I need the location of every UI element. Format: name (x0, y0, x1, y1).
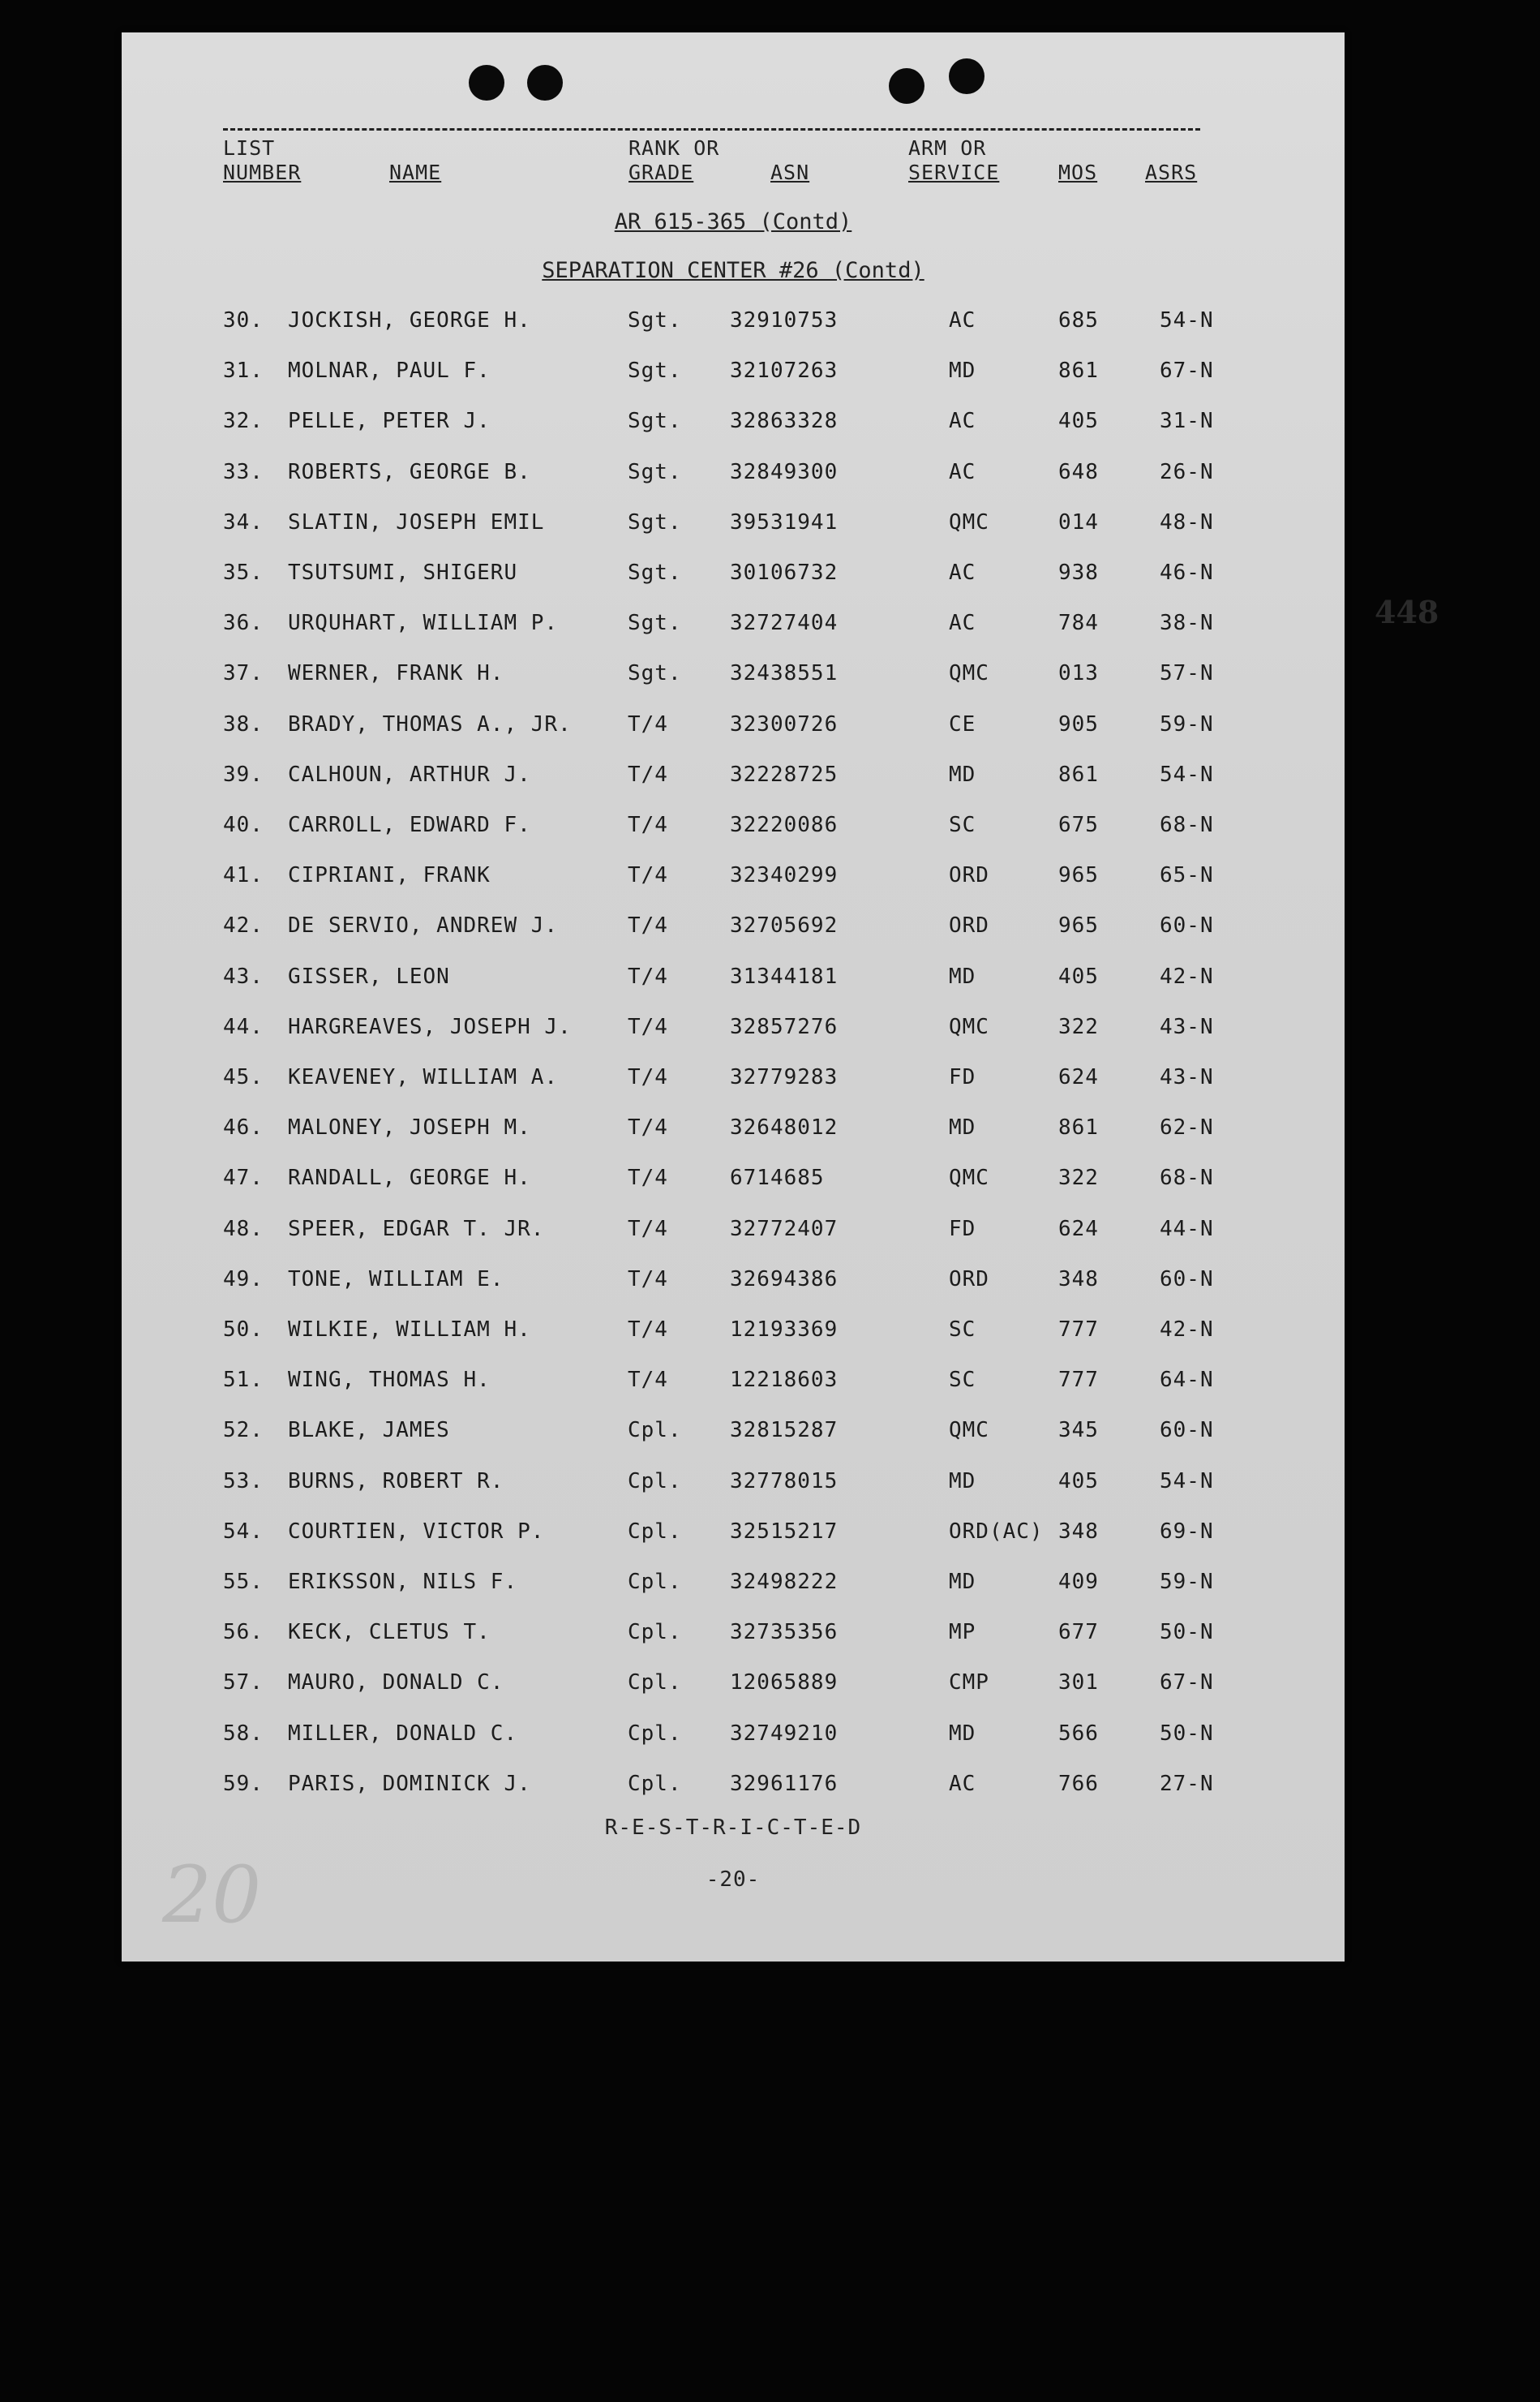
roster-asn-cell: 32300726 (730, 711, 839, 737)
roster-num-cell: 31. (223, 359, 264, 384)
roster-mos-cell: 938 (1058, 561, 1099, 585)
roster-mos-cell: 322 (1058, 1014, 1099, 1039)
roster-arm-cell: AC (949, 409, 976, 434)
roster-num-cell: 58. (223, 1721, 264, 1746)
roster-arm-cell: QMC (949, 509, 989, 535)
roster-num-cell: 40. (223, 813, 264, 837)
roster-asn-cell: 32735356 (730, 1620, 839, 1645)
roster-asn-cell: 32705692 (730, 913, 839, 939)
roster-mos-cell: 345 (1058, 1418, 1099, 1443)
roster-asrs-cell: 31-N (1160, 409, 1214, 434)
roster-rank-cell: T/4 (628, 1317, 668, 1342)
roster-row (122, 1418, 1345, 1450)
roster-name-cell: WING, THOMAS H. (288, 1368, 491, 1393)
roster-arm-cell: CMP (949, 1670, 989, 1695)
roster-rank-cell: Cpl. (628, 1670, 682, 1695)
roster-asrs-cell: 48-N (1160, 509, 1214, 535)
roster-num-cell: 44. (223, 1014, 264, 1039)
roster-asn-cell: 32515217 (730, 1519, 839, 1544)
roster-asrs-cell: 69-N (1160, 1519, 1214, 1544)
roster-num-cell: 51. (223, 1368, 264, 1393)
roster-num-cell: 59. (223, 1771, 264, 1796)
roster-asn-cell: 32779283 (730, 1065, 839, 1089)
roster-rank-cell: Cpl. (628, 1721, 682, 1746)
roster-asrs-cell: 43-N (1160, 1014, 1214, 1039)
roster-rank-cell: T/4 (628, 913, 668, 939)
roster-arm-cell: MD (949, 1570, 976, 1594)
handwritten-page-note: 20 (162, 1850, 262, 1940)
roster-arm-cell: FD (949, 1065, 976, 1089)
roster-asn-cell: 32220086 (730, 813, 839, 837)
roster-num-cell: 42. (223, 913, 264, 939)
roster-mos-cell: 566 (1058, 1721, 1099, 1746)
roster-name-cell: MALONEY, JOSEPH M. (288, 1115, 531, 1141)
roster-rank-cell: Cpl. (628, 1620, 682, 1645)
roster-asrs-cell: 54-N (1160, 1468, 1214, 1493)
roster-num-cell: 50. (223, 1317, 264, 1342)
roster-mos-cell: 861 (1058, 1115, 1099, 1141)
roster-mos-cell: 014 (1058, 509, 1099, 535)
roster-row (122, 460, 1345, 492)
punch-hole (889, 68, 924, 104)
roster-name-cell: MILLER, DONALD C. (288, 1721, 518, 1746)
roster-asn-cell: 12065889 (730, 1670, 839, 1695)
roster-asn-cell: 31344181 (730, 964, 839, 989)
roster-asn-cell: 32772407 (730, 1216, 839, 1241)
roster-row (122, 561, 1345, 593)
roster-name-cell: WERNER, FRANK H. (288, 661, 504, 686)
header-name: NAME (389, 161, 442, 184)
roster-num-cell: 32. (223, 409, 264, 434)
roster-asn-cell: 32857276 (730, 1014, 839, 1039)
roster-num-cell: 35. (223, 561, 264, 585)
header-asrs: ASRS (1145, 161, 1198, 184)
roster-arm-cell: SC (949, 1368, 976, 1393)
roster-row (122, 409, 1345, 441)
roster-arm-cell: MD (949, 1115, 976, 1141)
roster-rank-cell: Cpl. (628, 1418, 682, 1443)
roster-row (122, 1217, 1345, 1249)
roster-rank-cell: Sgt. (628, 509, 682, 535)
roster-name-cell: SLATIN, JOSEPH EMIL (288, 509, 545, 535)
roster-arm-cell: AC (949, 459, 976, 484)
roster-row (122, 913, 1345, 946)
roster-rank-cell: Sgt. (628, 308, 682, 333)
roster-mos-cell: 405 (1058, 1468, 1099, 1493)
roster-asrs-cell: 54-N (1160, 762, 1214, 787)
roster-rank-cell: Cpl. (628, 1468, 682, 1493)
roster-rank-cell: T/4 (628, 762, 668, 787)
roster-asrs-cell: 57-N (1160, 661, 1214, 686)
roster-name-cell: JOCKISH, GEORGE H. (288, 308, 531, 333)
roster-rank-cell: T/4 (628, 863, 668, 888)
roster-asn-cell: 32849300 (730, 459, 839, 484)
roster-name-cell: ROBERTS, GEORGE B. (288, 459, 531, 484)
roster-row (122, 1519, 1345, 1552)
roster-arm-cell: MD (949, 964, 976, 989)
roster-asn-cell: 32438551 (730, 661, 839, 686)
header-rule (223, 128, 1200, 131)
roster-arm-cell: AC (949, 611, 976, 636)
roster-num-cell: 47. (223, 1166, 264, 1191)
roster-name-cell: BURNS, ROBERT R. (288, 1468, 504, 1493)
roster-row (122, 965, 1345, 997)
roster-rank-cell: Sgt. (628, 661, 682, 686)
roster-name-cell: URQUHART, WILLIAM P. (288, 611, 559, 636)
roster-asn-cell: 32648012 (730, 1115, 839, 1141)
roster-arm-cell: QMC (949, 1166, 989, 1191)
roster-name-cell: PELLE, PETER J. (288, 409, 491, 434)
roster-mos-cell: 348 (1058, 1519, 1099, 1544)
roster-mos-cell: 405 (1058, 964, 1099, 989)
roster-asrs-cell: 60-N (1160, 913, 1214, 939)
roster-asrs-cell: 67-N (1160, 1670, 1214, 1695)
roster-mos-cell: 965 (1058, 863, 1099, 888)
roster-num-cell: 38. (223, 711, 264, 737)
roster-num-cell: 37. (223, 661, 264, 686)
roster-asn-cell: 32778015 (730, 1468, 839, 1493)
roster-rank-cell: T/4 (628, 1266, 668, 1291)
roster-row (122, 611, 1345, 643)
roster-mos-cell: 677 (1058, 1620, 1099, 1645)
roster-name-cell: RANDALL, GEORGE H. (288, 1166, 531, 1191)
roster-name-cell: HARGREAVES, JOSEPH J. (288, 1014, 572, 1039)
roster-name-cell: MOLNAR, PAUL F. (288, 359, 491, 384)
roster-arm-cell: CE (949, 711, 976, 737)
roster-asrs-cell: 65-N (1160, 863, 1214, 888)
roster-mos-cell: 861 (1058, 762, 1099, 787)
roster-mos-cell: 348 (1058, 1266, 1099, 1291)
roster-name-cell: CALHOUN, ARTHUR J. (288, 762, 531, 787)
roster-mos-cell: 777 (1058, 1317, 1099, 1342)
roster-asn-cell: 12218603 (730, 1368, 839, 1393)
roster-mos-cell: 409 (1058, 1570, 1099, 1594)
roster-asrs-cell: 64-N (1160, 1368, 1214, 1393)
roster-row (122, 1267, 1345, 1300)
header-mos: MOS (1058, 161, 1098, 184)
roster-name-cell: PARIS, DOMINICK J. (288, 1771, 531, 1796)
roster-num-cell: 41. (223, 863, 264, 888)
roster-asrs-cell: 67-N (1160, 359, 1214, 384)
roster-row (122, 1166, 1345, 1198)
roster-mos-cell: 624 (1058, 1065, 1099, 1089)
roster-asrs-cell: 54-N (1160, 308, 1214, 333)
roster-rank-cell: Cpl. (628, 1519, 682, 1544)
roster-row (122, 1721, 1345, 1754)
roster-asrs-cell: 43-N (1160, 1065, 1214, 1089)
roster-num-cell: 48. (223, 1216, 264, 1241)
roster-row (122, 661, 1345, 694)
roster-name-cell: TONE, WILLIAM E. (288, 1266, 504, 1291)
roster-num-cell: 30. (223, 308, 264, 333)
roster-row (122, 308, 1345, 341)
roster-asrs-cell: 46-N (1160, 561, 1214, 585)
roster-row (122, 1015, 1345, 1047)
roster-arm-cell: ORD(AC) (949, 1519, 1044, 1544)
roster-asn-cell: 30106732 (730, 561, 839, 585)
roster-asn-cell: 32107263 (730, 359, 839, 384)
roster-rank-cell: T/4 (628, 1115, 668, 1141)
roster-arm-cell: AC (949, 1771, 976, 1796)
roster-asrs-cell: 42-N (1160, 1317, 1214, 1342)
roster-row (122, 813, 1345, 845)
roster-name-cell: CARROLL, EDWARD F. (288, 813, 531, 837)
roster-name-cell: CIPRIANI, FRANK (288, 863, 491, 888)
roster-mos-cell: 648 (1058, 459, 1099, 484)
roster-asrs-cell: 62-N (1160, 1115, 1214, 1141)
roster-rank-cell: T/4 (628, 1166, 668, 1191)
document-page (122, 32, 1439, 1962)
roster-name-cell: MAURO, DONALD C. (288, 1670, 504, 1695)
roster-arm-cell: QMC (949, 661, 989, 686)
roster-rank-cell: T/4 (628, 1065, 668, 1089)
roster-asrs-cell: 50-N (1160, 1721, 1214, 1746)
roster-mos-cell: 301 (1058, 1670, 1099, 1695)
roster-num-cell: 54. (223, 1519, 264, 1544)
roster-rank-cell: Sgt. (628, 611, 682, 636)
header-asn: ASN (770, 161, 810, 184)
roster-asn-cell: 39531941 (730, 509, 839, 535)
roster-arm-cell: SC (949, 813, 976, 837)
roster-arm-cell: MD (949, 1721, 976, 1746)
roster-rank-cell: Sgt. (628, 561, 682, 585)
margin-number: 448 (1375, 594, 1439, 630)
roster-rank-cell: T/4 (628, 711, 668, 737)
roster-name-cell: TSUTSUMI, SHIGERU (288, 561, 518, 585)
roster-num-cell: 34. (223, 509, 264, 535)
roster-num-cell: 49. (223, 1266, 264, 1291)
roster-asn-cell: 32815287 (730, 1418, 839, 1443)
roster-asn-cell: 32694386 (730, 1266, 839, 1291)
roster-asrs-cell: 42-N (1160, 964, 1214, 989)
roster-rank-cell: Sgt. (628, 459, 682, 484)
roster-rank-cell: Sgt. (628, 359, 682, 384)
roster-num-cell: 55. (223, 1570, 264, 1594)
roster-mos-cell: 013 (1058, 661, 1099, 686)
roster-rank-cell: T/4 (628, 1014, 668, 1039)
roster-arm-cell: MD (949, 1468, 976, 1493)
roster-row (122, 1317, 1345, 1350)
roster-name-cell: KEAVENEY, WILLIAM A. (288, 1065, 559, 1089)
roster-mos-cell: 322 (1058, 1166, 1099, 1191)
roster-name-cell: DE SERVIO, ANDREW J. (288, 913, 559, 939)
roster-name-cell: COURTIEN, VICTOR P. (288, 1519, 545, 1544)
roster-mos-cell: 861 (1058, 359, 1099, 384)
roster-num-cell: 45. (223, 1065, 264, 1089)
roster-row (122, 359, 1345, 391)
roster-mos-cell: 784 (1058, 611, 1099, 636)
roster-rank-cell: Cpl. (628, 1771, 682, 1796)
roster-asrs-cell: 59-N (1160, 711, 1214, 737)
roster-row (122, 763, 1345, 795)
roster-mos-cell: 685 (1058, 308, 1099, 333)
roster-asrs-cell: 59-N (1160, 1570, 1214, 1594)
roster-row (122, 1670, 1345, 1703)
roster-asn-cell: 32340299 (730, 863, 839, 888)
roster-arm-cell: MP (949, 1620, 976, 1645)
roster-row (122, 1065, 1345, 1098)
page-number: -20- (706, 1867, 761, 1892)
roster-mos-cell: 675 (1058, 813, 1099, 837)
roster-num-cell: 56. (223, 1620, 264, 1645)
roster-asrs-cell: 60-N (1160, 1266, 1214, 1291)
roster-mos-cell: 766 (1058, 1771, 1099, 1796)
roster-asrs-cell: 50-N (1160, 1620, 1214, 1645)
section-title: SEPARATION CENTER #26 (Contd) (542, 258, 924, 283)
roster-asn-cell: 32749210 (730, 1721, 839, 1746)
roster-asrs-cell: 68-N (1160, 813, 1214, 837)
roster-asn-cell: 12193369 (730, 1317, 839, 1342)
roster-arm-cell: ORD (949, 913, 989, 939)
header-rank: RANK OR GRADE (628, 136, 720, 184)
roster-rank-cell: T/4 (628, 813, 668, 837)
classification-marking: R-E-S-T-R-I-C-T-E-D (604, 1815, 862, 1840)
roster-row (122, 1469, 1345, 1502)
roster-mos-cell: 965 (1058, 913, 1099, 939)
roster-rank-cell: Sgt. (628, 409, 682, 434)
roster-rank-cell: T/4 (628, 964, 668, 989)
roster-rank-cell: T/4 (628, 1216, 668, 1241)
punch-hole (469, 65, 504, 101)
roster-name-cell: BLAKE, JAMES (288, 1418, 450, 1443)
roster-asn-cell: 6714685 (730, 1166, 825, 1191)
roster-name-cell: BRADY, THOMAS A., JR. (288, 711, 572, 737)
roster-asn-cell: 32498222 (730, 1570, 839, 1594)
roster-num-cell: 52. (223, 1418, 264, 1443)
roster-row (122, 1772, 1345, 1804)
roster-row (122, 1368, 1345, 1400)
roster-row (122, 863, 1345, 896)
roster-num-cell: 36. (223, 611, 264, 636)
roster-asrs-cell: 60-N (1160, 1418, 1214, 1443)
roster-asn-cell: 32228725 (730, 762, 839, 787)
roster-asrs-cell: 44-N (1160, 1216, 1214, 1241)
roster-name-cell: GISSER, LEON (288, 964, 450, 989)
roster-asn-cell: 32863328 (730, 409, 839, 434)
roster-mos-cell: 905 (1058, 711, 1099, 737)
roster-arm-cell: ORD (949, 863, 989, 888)
roster-asrs-cell: 27-N (1160, 1771, 1214, 1796)
regulation-reference: AR 615-365 (Contd) (614, 209, 852, 234)
roster-asn-cell: 32910753 (730, 308, 839, 333)
roster-asn-cell: 32727404 (730, 611, 839, 636)
roster-name-cell: SPEER, EDGAR T. JR. (288, 1216, 545, 1241)
roster-row (122, 712, 1345, 745)
roster-arm-cell: SC (949, 1317, 976, 1342)
roster-arm-cell: AC (949, 308, 976, 333)
roster-row (122, 510, 1345, 543)
roster-arm-cell: QMC (949, 1014, 989, 1039)
roster-row (122, 1115, 1345, 1148)
roster-num-cell: 57. (223, 1670, 264, 1695)
roster-name-cell: ERIKSSON, NILS F. (288, 1570, 518, 1594)
roster-arm-cell: AC (949, 561, 976, 585)
header-arm: ARM OR SERVICE (908, 136, 1000, 184)
header-list-number: LIST NUMBER (223, 136, 302, 184)
roster-row (122, 1570, 1345, 1602)
punch-hole (527, 65, 563, 101)
roster-asrs-cell: 68-N (1160, 1166, 1214, 1191)
roster-num-cell: 43. (223, 964, 264, 989)
roster-mos-cell: 405 (1058, 409, 1099, 434)
punch-hole (949, 58, 984, 94)
roster-arm-cell: ORD (949, 1266, 989, 1291)
roster-asrs-cell: 26-N (1160, 459, 1214, 484)
roster-asn-cell: 32961176 (730, 1771, 839, 1796)
roster-arm-cell: QMC (949, 1418, 989, 1443)
roster-num-cell: 39. (223, 762, 264, 787)
roster-asrs-cell: 38-N (1160, 611, 1214, 636)
roster-name-cell: KECK, CLETUS T. (288, 1620, 491, 1645)
roster-num-cell: 46. (223, 1115, 264, 1141)
roster-num-cell: 33. (223, 459, 264, 484)
roster-row (122, 1620, 1345, 1652)
roster-name-cell: WILKIE, WILLIAM H. (288, 1317, 531, 1342)
roster-arm-cell: FD (949, 1216, 976, 1241)
roster-arm-cell: MD (949, 762, 976, 787)
roster-mos-cell: 624 (1058, 1216, 1099, 1241)
roster-num-cell: 53. (223, 1468, 264, 1493)
roster-rank-cell: Cpl. (628, 1570, 682, 1594)
roster-rank-cell: T/4 (628, 1368, 668, 1393)
roster-arm-cell: MD (949, 359, 976, 384)
roster-mos-cell: 777 (1058, 1368, 1099, 1393)
